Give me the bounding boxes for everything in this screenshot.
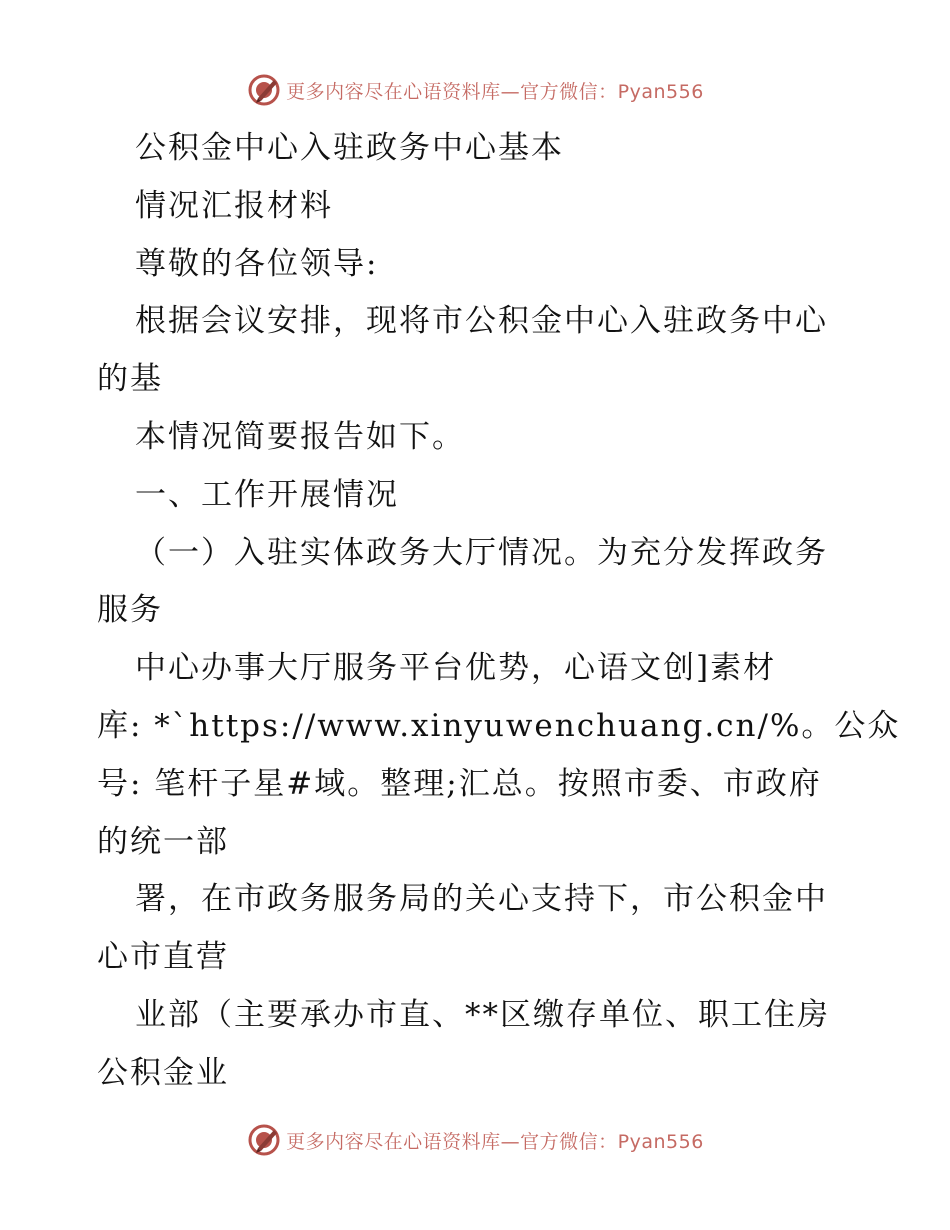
doc-line: 根据会议安排，现将市公积金中心入驻政务中心 — [135, 303, 828, 340]
pen-logo-icon — [246, 1122, 282, 1158]
doc-line: （一）入驻实体政务大厅情况。为充分发挥政务 — [135, 534, 828, 571]
doc-line: 情况汇报材料 — [135, 187, 333, 224]
doc-line: 一、工作开展情况 — [135, 476, 399, 513]
doc-line: 号: 笔杆子星#域。整理;汇总。按照市委、市政府 — [97, 765, 822, 802]
doc-line: 业部（主要承办市直、**区缴存单位、职工住房 — [135, 996, 830, 1033]
doc-line: 的统一部 — [97, 823, 229, 860]
footer-banner — [0, 1120, 950, 1160]
footer-banner-text: 更多内容尽在心语资料库—官方微信：Pyan556 — [286, 1130, 704, 1153]
doc-line: 尊敬的各位领导: — [135, 245, 379, 282]
doc-line: 公积金中心入驻政务中心基本 — [135, 130, 564, 166]
doc-line: 服务 — [97, 592, 163, 629]
pen-logo-icon — [246, 72, 282, 108]
doc-line: 的基 — [97, 361, 163, 398]
doc-line: 署，在市政务服务局的关心支持下，市公积金中 — [135, 881, 828, 918]
doc-line: 库: *`https://www.xinyuwenchuang.cn/%。公众 — [97, 707, 901, 744]
header-banner-text: 更多内容尽在心语资料库—官方微信：Pyan556 — [286, 80, 704, 103]
doc-line: 本情况简要报告如下。 — [135, 418, 465, 455]
document-body — [97, 120, 901, 1103]
doc-line: 中心办事大厅服务平台优势，心语文创]素材 — [135, 650, 777, 687]
header-banner — [0, 70, 950, 110]
doc-line: 心市直营 — [97, 939, 229, 976]
doc-line: 公积金业 — [97, 1054, 229, 1091]
